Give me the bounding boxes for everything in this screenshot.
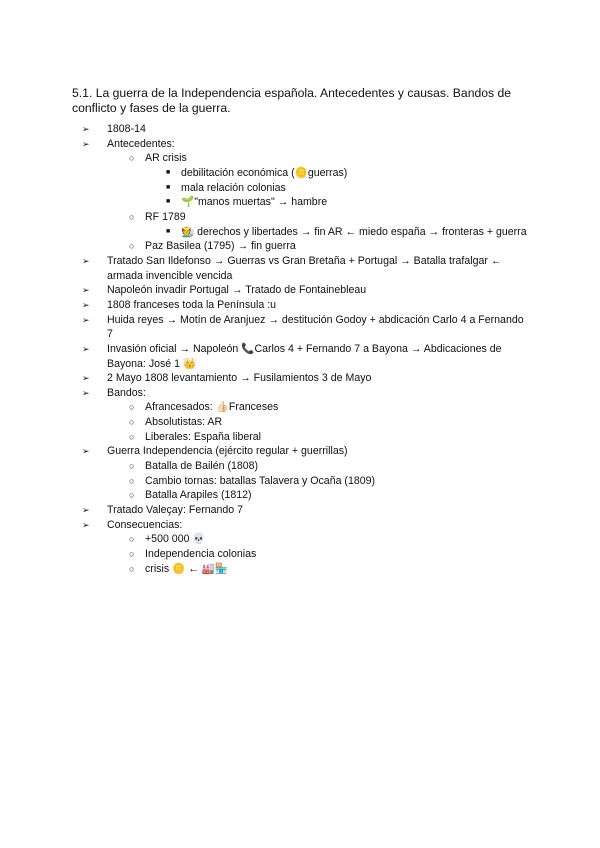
bullet-icon: ○ — [129, 402, 135, 413]
bullet-icon: ➢ — [82, 138, 90, 149]
list-item — [72, 518, 532, 533]
list-item-text: Batalla Arapiles (1812) — [145, 489, 252, 502]
bullet-icon: ○ — [129, 241, 135, 252]
list-item — [72, 503, 532, 518]
list-item-text: 🧑‍🌾 derechos y libertades → fin AR ← miedo españa → fronteras + guerra — [181, 225, 527, 238]
list-item — [72, 195, 532, 210]
list-item-text: Guerra Independencia (ejército regular + guerrillas) — [107, 445, 348, 458]
bullet-icon: ○ — [129, 549, 135, 560]
list-item-text: Independencia colonias — [145, 548, 257, 561]
list-item-text: debilitación económica (🪙guerras) — [181, 166, 348, 179]
list-item — [72, 474, 532, 489]
list-item-text: Paz Basilea (1795) → fin guerra — [145, 240, 296, 253]
bullet-icon: ➢ — [82, 446, 90, 457]
list-item-text: mala relación colonias — [181, 181, 286, 194]
list-item — [72, 122, 532, 137]
list-item — [72, 459, 532, 474]
bullet-icon: ➢ — [82, 314, 90, 325]
bullet-icon: ■ — [166, 183, 171, 191]
list-item — [72, 283, 532, 298]
list-item — [72, 371, 532, 386]
list-item-text: Tratado San Ildefonso → Guerras vs Gran Bretaña + Portugal → Batalla trafalgar ← armada invencible vencida — [107, 254, 502, 282]
bullet-icon: ➢ — [82, 299, 90, 310]
bullet-icon: ○ — [129, 211, 135, 222]
list-item-text: 🌱"manos muertas" → hambre — [181, 196, 328, 209]
list-item-text: 1808 franceses toda la Península :u — [107, 298, 277, 311]
bullet-icon: ○ — [129, 534, 135, 545]
list-item-text: Cambio tornas: batallas Talavera y Ocaña (1809) — [145, 474, 376, 487]
list-item — [72, 415, 532, 430]
list-item — [72, 444, 532, 459]
bullet-icon: ○ — [129, 563, 135, 574]
bullet-icon: ➢ — [82, 519, 90, 530]
list-item — [72, 254, 532, 283]
list-item-text: Tratado Valeçay: Fernando 7 — [107, 504, 244, 517]
list-item — [72, 313, 532, 342]
list-item-text: Batalla de Bailén (1808) — [145, 460, 259, 473]
list-item — [72, 239, 532, 254]
list-item — [72, 181, 532, 196]
list-item-text: Liberales: España liberal — [145, 430, 262, 443]
list-item — [72, 298, 532, 313]
bullet-icon: ➢ — [82, 285, 90, 296]
list-item-text: Antecedentes: — [107, 137, 175, 150]
outline-list — [72, 122, 532, 576]
list-item — [72, 430, 532, 445]
list-item — [72, 488, 532, 503]
list-item-text: 1808-14 — [107, 123, 146, 135]
list-item — [72, 400, 532, 415]
bullet-icon: ○ — [129, 417, 135, 428]
list-item — [72, 342, 532, 371]
list-item — [72, 532, 532, 547]
bullet-icon: ○ — [129, 461, 135, 472]
document-page — [72, 86, 532, 576]
bullet-icon: ➢ — [82, 505, 90, 516]
bullet-icon: ➢ — [82, 373, 90, 384]
list-item-text: RF 1789 — [145, 210, 186, 223]
bullet-icon: ■ — [166, 227, 171, 235]
list-item-text: 2 Mayo 1808 levantamiento → Fusilamientos 3 de Mayo — [107, 372, 372, 385]
list-item-text: Consecuencias: — [107, 518, 183, 531]
bullet-icon: ○ — [129, 475, 135, 486]
list-item-text: Bandos: — [107, 386, 146, 399]
bullet-icon: ➢ — [82, 124, 90, 134]
list-item-text: Huida reyes → Motín de Aranjuez → destitución Godoy + abdicación Carlo 4 a Fernando 7 — [107, 313, 524, 341]
list-item-text: +500 000 💀 — [145, 533, 206, 546]
bullet-icon: ○ — [129, 431, 135, 442]
list-item-text: Absolutistas: AR — [145, 416, 223, 429]
bullet-icon: ➢ — [82, 255, 90, 266]
list-item-text: Afrancesados: 👍🏻Franceses — [145, 401, 279, 414]
list-item — [72, 166, 532, 181]
bullet-icon: ■ — [166, 198, 171, 206]
list-item-text: Invasión oficial → Napoleón 📞Carlos 4 + Fernando 7 a Bayona → Abdicaciones de Bayona: José 1 👑 — [107, 342, 502, 370]
bullet-icon: ○ — [129, 153, 135, 164]
bullet-icon: ○ — [129, 490, 135, 501]
list-item — [72, 225, 532, 240]
list-item-text: AR crisis — [145, 152, 187, 165]
list-item — [72, 151, 532, 166]
document-title: 5.1. La guerra de la Independencia española. Antecedentes y causas. Bandos de conflicto y fases de la guerra. — [72, 86, 512, 115]
bullet-icon: ■ — [166, 168, 171, 176]
list-item — [72, 137, 532, 152]
list-item-text: Napoleón invadir Portugal → Tratado de Fontainebleau — [107, 284, 367, 297]
list-item — [72, 210, 532, 225]
list-item — [72, 547, 532, 562]
list-item — [72, 562, 532, 577]
list-item-text: crisis 🪙 ← 🏭🏪 — [145, 562, 229, 575]
bullet-icon: ➢ — [82, 343, 90, 354]
list-item — [72, 386, 532, 401]
bullet-icon: ➢ — [82, 387, 90, 398]
